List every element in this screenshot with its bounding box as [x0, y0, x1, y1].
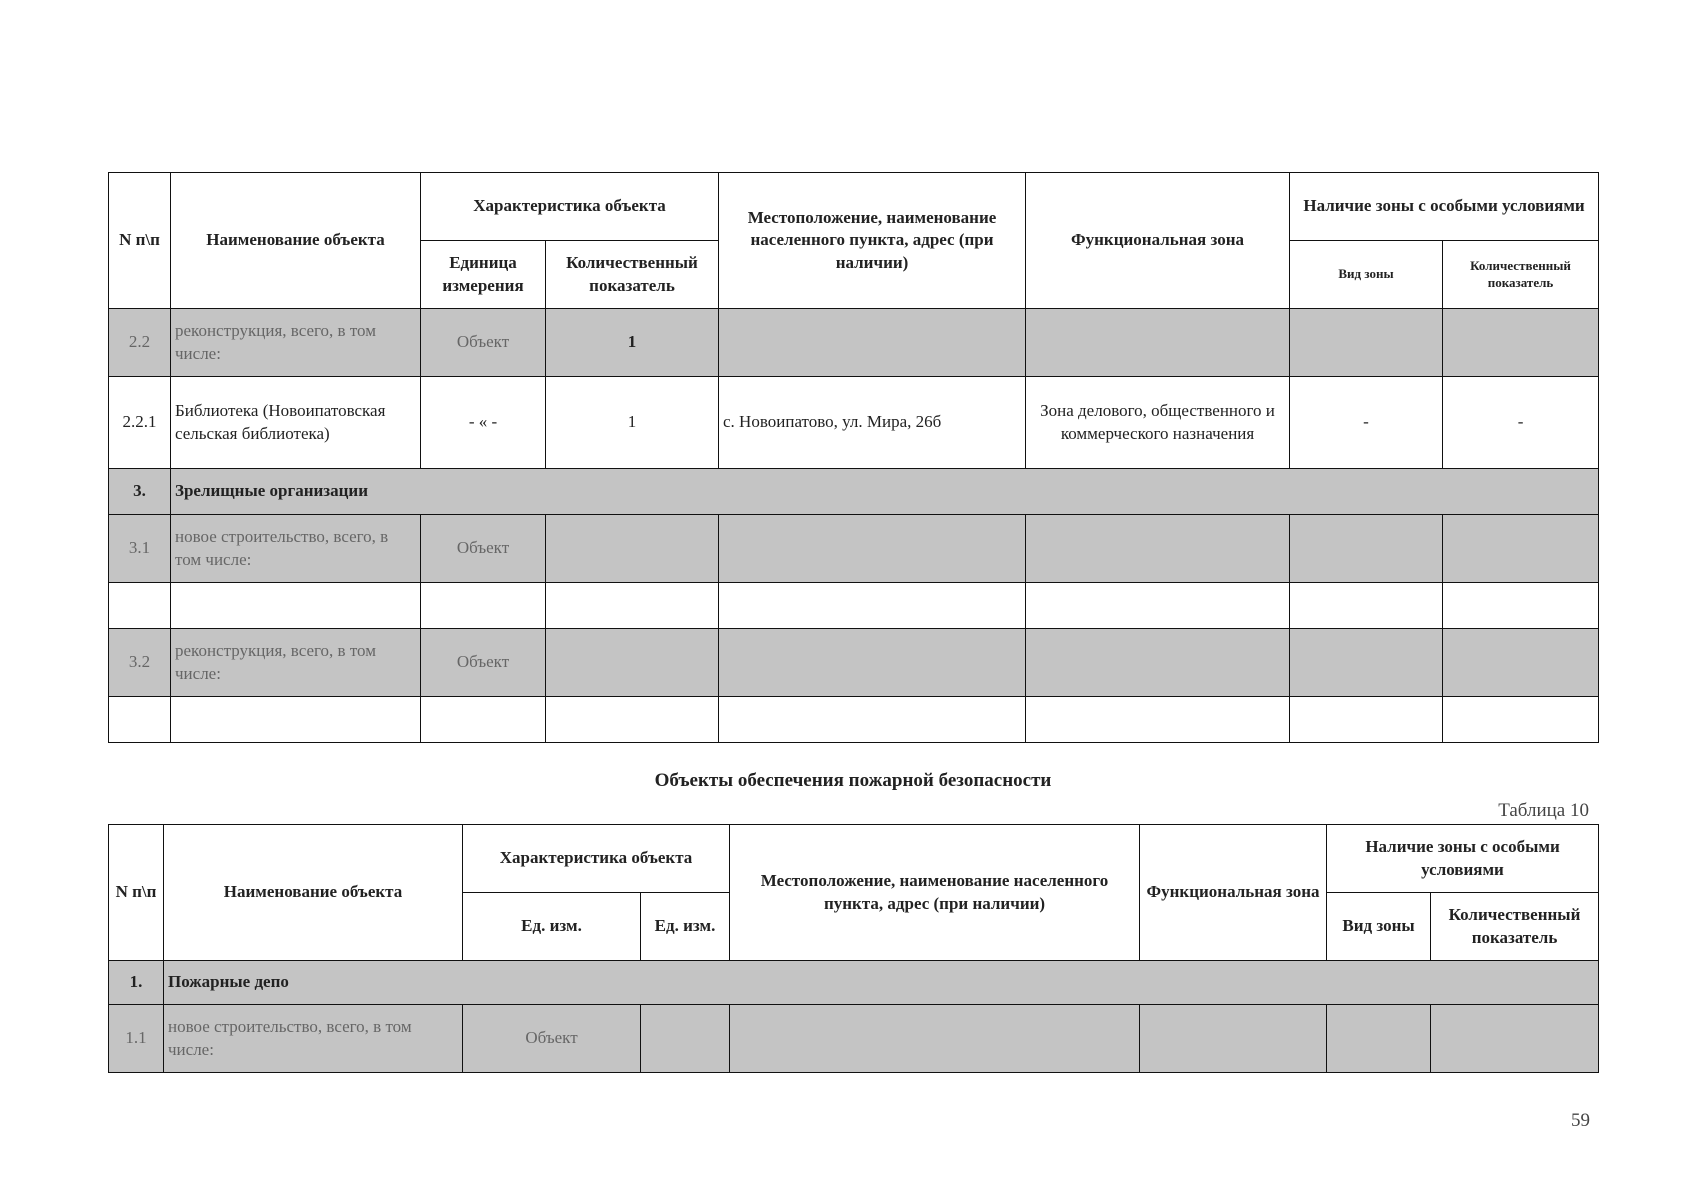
row-zone	[1026, 309, 1290, 377]
row-location	[719, 515, 1026, 583]
row-quantity: 1	[546, 377, 719, 469]
row-zone	[1026, 515, 1290, 583]
row-unit: Объект	[421, 629, 546, 697]
row-location	[719, 629, 1026, 697]
header-functional-zone: Функциональная зона	[1140, 825, 1327, 961]
section-title: Зрелищные организации	[171, 469, 1599, 515]
row-unit: Объект	[421, 309, 546, 377]
header-unit-2: Ед. изм.	[641, 893, 730, 961]
row-name: реконструкция, всего, в том числе:	[171, 309, 421, 377]
section-row	[109, 469, 1599, 515]
header-name: Наименование объекта	[164, 825, 463, 961]
header-location: Местоположение, наименование населенного пункта, адрес (при наличии)	[719, 173, 1026, 309]
table-row	[109, 377, 1599, 469]
row-name: новое строительство, всего, в том числе:	[164, 1005, 463, 1073]
row-name: реконструкция, всего, в том числе:	[171, 629, 421, 697]
row-quantity: 1	[546, 309, 719, 377]
row-zone-quantity	[1431, 1005, 1599, 1073]
row-zone	[1026, 629, 1290, 697]
table-row	[109, 1005, 1599, 1073]
header-num: N п\п	[109, 825, 164, 961]
header-zone-quantity: Количественный показатель	[1443, 241, 1599, 309]
row-zone-type	[1327, 1005, 1431, 1073]
row-quantity	[546, 629, 719, 697]
empty-row	[109, 697, 1599, 743]
row-zone-type	[1290, 309, 1443, 377]
fire-safety-objects-table	[108, 824, 1599, 1073]
header-num: N п\п	[109, 173, 171, 309]
section-title: Пожарные депо	[164, 961, 1599, 1005]
row-location: с. Новоипатово, ул. Мира, 26б	[719, 377, 1026, 469]
table-row	[109, 515, 1599, 583]
row-zone-quantity: -	[1443, 377, 1599, 469]
row-unit: - « -	[421, 377, 546, 469]
header-zone-type: Вид зоны	[1290, 241, 1443, 309]
row-num: 3.1	[109, 515, 171, 583]
row-name: новое строительство, всего, в том числе:	[171, 515, 421, 583]
table-row	[109, 309, 1599, 377]
row-location	[719, 309, 1026, 377]
row-zone-quantity	[1443, 515, 1599, 583]
header-name: Наименование объекта	[171, 173, 421, 309]
header-special-zone: Наличие зоны с особыми условиями	[1290, 173, 1599, 241]
header-zone-quantity: Количественный показатель	[1431, 893, 1599, 961]
row-location	[730, 1005, 1140, 1073]
row-zone: Зона делового, общественного и коммерческого назначения	[1026, 377, 1290, 469]
header-characteristic: Характеристика объекта	[463, 825, 730, 893]
table-row	[109, 629, 1599, 697]
row-name: Библиотека (Новоипатовская сельская библиотека)	[171, 377, 421, 469]
cultural-objects-table	[108, 172, 1599, 743]
header-unit: Единица измерения	[421, 241, 546, 309]
row-zone-type	[1290, 629, 1443, 697]
header-unit: Ед. изм.	[463, 893, 641, 961]
header-functional-zone: Функциональная зона	[1026, 173, 1290, 309]
row-num: 1.1	[109, 1005, 164, 1073]
row-unit-2	[641, 1005, 730, 1073]
row-zone-quantity	[1443, 629, 1599, 697]
row-zone-quantity	[1443, 309, 1599, 377]
header-characteristic: Характеристика объекта	[421, 173, 719, 241]
row-zone	[1140, 1005, 1327, 1073]
row-zone-type	[1290, 515, 1443, 583]
header-zone-type: Вид зоны	[1327, 893, 1431, 961]
row-num: 3.2	[109, 629, 171, 697]
row-num: 3.	[109, 469, 171, 515]
header-quantity: Количественный показатель	[546, 241, 719, 309]
section-heading: Объекты обеспечения пожарной безопасности	[654, 770, 1052, 791]
row-zone-type: -	[1290, 377, 1443, 469]
row-num: 1.	[109, 961, 164, 1005]
table-label: Таблица 10	[1498, 800, 1589, 821]
row-quantity	[546, 515, 719, 583]
row-num: 2.2.1	[109, 377, 171, 469]
row-num: 2.2	[109, 309, 171, 377]
header-location: Местоположение, наименование населенного пункта, адрес (при наличии)	[730, 825, 1140, 961]
page-number: 59	[1571, 1110, 1590, 1131]
section-row	[109, 961, 1599, 1005]
row-unit: Объект	[463, 1005, 641, 1073]
empty-row	[109, 583, 1599, 629]
row-unit: Объект	[421, 515, 546, 583]
header-special-zone: Наличие зоны с особыми условиями	[1327, 825, 1599, 893]
